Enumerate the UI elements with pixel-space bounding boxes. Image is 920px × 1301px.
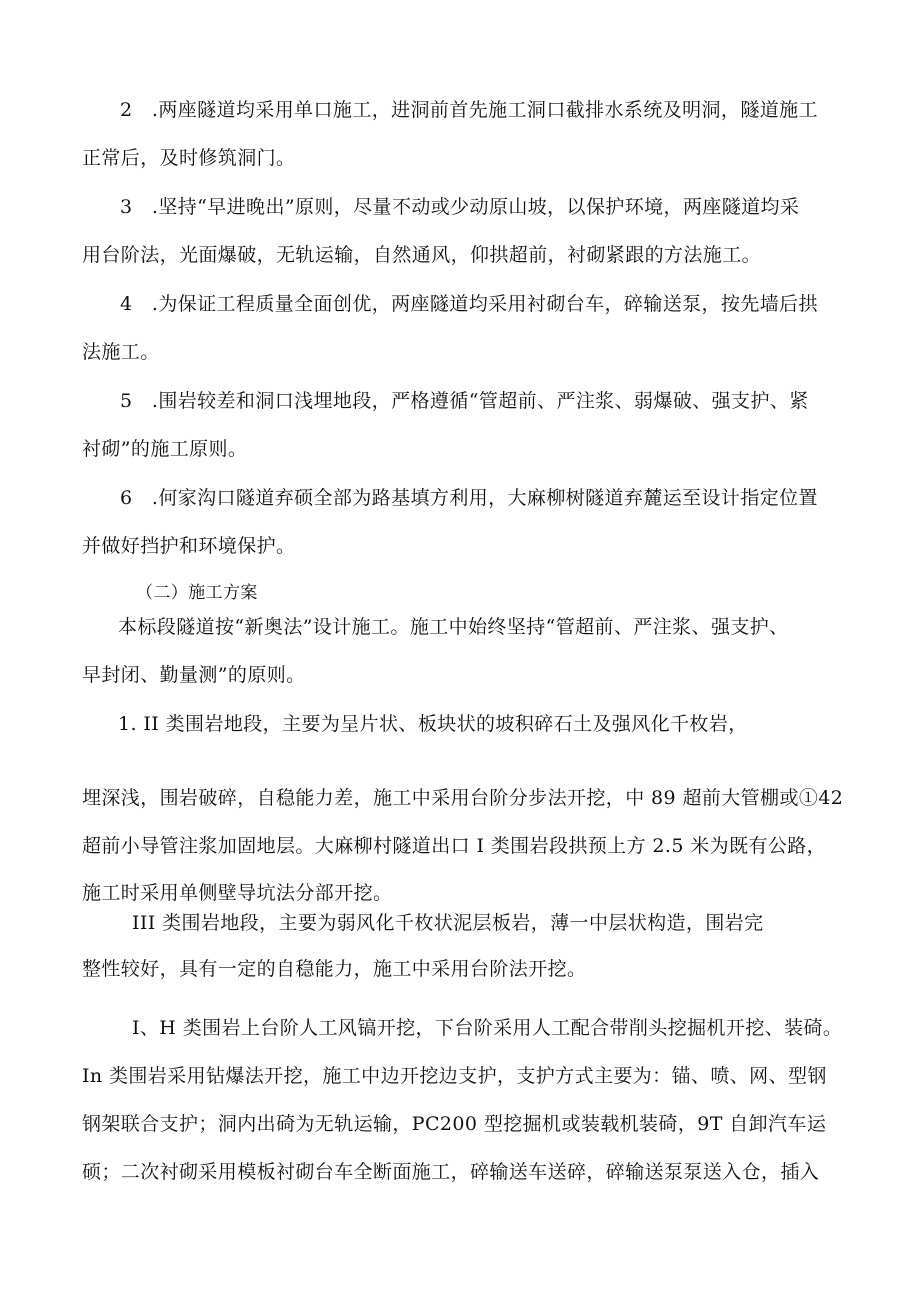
paragraph-4-line-2: 法施工。: [82, 341, 160, 363]
paragraph-6-line-1: 6 .何家沟口隧道弃硕全部为路基填方利用，大麻柳树隧道弃麓运至设计指定位置: [120, 487, 818, 509]
excavation-line-4: 硕；二次衬砌采用模板衬砌台车全断面施工，碎输送车送碎，碎输送泵泵送入仓，插入: [82, 1161, 820, 1183]
item-1-line-2: 埋深浅，围岩破碎，自稳能力差，施工中采用台阶分步法开挖，中 89 超前大管棚或①42: [82, 787, 844, 809]
class-iii-line-2: 整性较好，具有一定的自稳能力，施工中采用台阶法开挖。: [82, 958, 587, 980]
excavation-line-3: 钢架联合支护；洞内出碕为无轨运输，PC200 型挖掘机或装载机装碕，9T 自卸汽车运: [82, 1113, 827, 1135]
class-iii-line-1: III 类围岩地段，主要为弱风化千枚状泥层板岩，薄一中层状构造，围岩完: [132, 912, 764, 934]
paragraph-3-line-1: 3 .坚持“早进晚出”原则，尽量不动或少动原山坡，以保护环境，两座隧道均采: [120, 196, 800, 218]
item-1-line-1: 1. II 类围岩地段，主要为呈片状、板块状的坡积碎石土及强风化千枚岩，: [118, 713, 748, 735]
excavation-line-2: In 类围岩采用钻爆法开挖，施工中边开挖边支护，支护方式主要为：锚、喷、网、型钢: [82, 1065, 827, 1087]
paragraph-4-line-1: 4 .为保证工程质量全面创优，两座隧道均采用衬砌台车，碎输送泵，按先墙后拱: [120, 293, 818, 315]
item-1-line-4: 施工时采用单侧壁导坑法分部开挖。: [82, 882, 393, 904]
paragraph-2-line-1: 2 .两座隧道均采用单口施工，进洞前首先施工洞口截排水系统及明洞，隧道施工: [120, 99, 818, 121]
section-heading: （二）施工方案: [136, 583, 258, 603]
paragraph-5-line-1: 5 .围岩较差和洞口浅埋地段，严格遵循“管超前、严注浆、弱爆破、强支护、紧: [120, 390, 809, 412]
scheme-intro-line-1: 本标段隧道按“新奥法”设计施工。施工中始终坚持“管超前、严注浆、强支护、: [118, 616, 789, 638]
paragraph-2-line-2: 正常后，及时修筑洞门。: [82, 147, 296, 169]
paragraph-5-line-2: 衬砌”的施工原则。: [82, 438, 248, 460]
excavation-line-1: I、H 类围岩上台阶人工风镐开挖，下台阶采用人工配合带削头挖掘机开挖、装碕。: [132, 1017, 843, 1039]
scheme-intro-line-2: 早封闭、勤量测”的原则。: [82, 664, 306, 686]
paragraph-3-line-2: 用台阶法，光面爆破，无轨运输，自然通风，仰拱超前，衬砌紧跟的方法施工。: [82, 244, 762, 266]
item-1-line-3: 超前小导管注浆加固地层。大麻柳村隧道出口 I 类围岩段拱预上方 2.5 米为既有公路，: [82, 835, 827, 857]
paragraph-6-line-2: 并做好挡护和环境保护。: [82, 535, 296, 557]
